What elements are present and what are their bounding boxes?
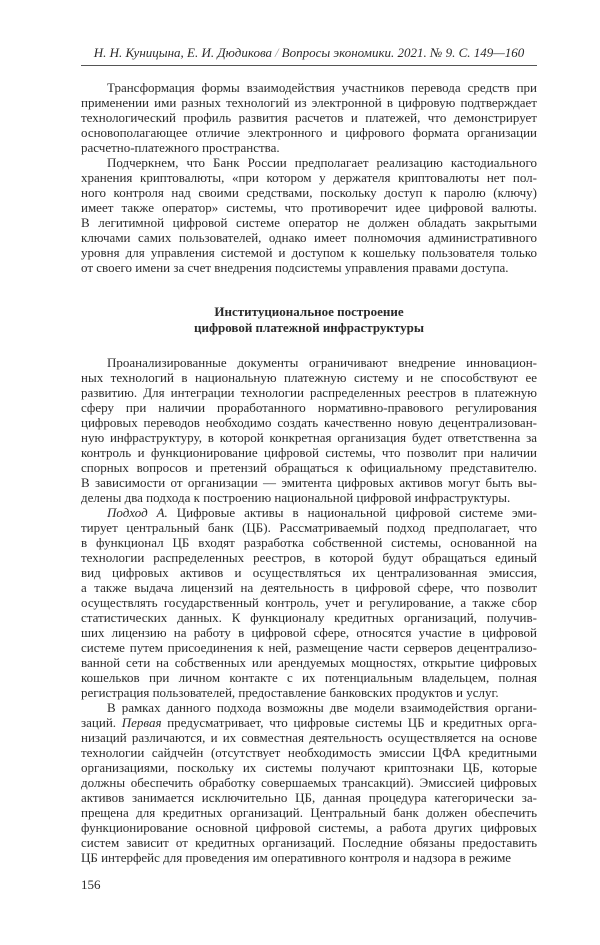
text-line bbox=[81, 230, 537, 245]
text-line bbox=[81, 80, 537, 95]
text-line bbox=[81, 595, 537, 610]
paragraph bbox=[81, 355, 537, 505]
text-line bbox=[81, 775, 537, 790]
text-segment: В легитимной цифровой системе оператор не должен обладать закрытыми bbox=[81, 215, 537, 230]
section-heading-line: Институциональное построение bbox=[214, 304, 404, 319]
text-segment: прещена для кредитных организаций. Центральный банк должен обеспечить bbox=[81, 805, 537, 820]
text-segment: делены два подхода к построению национальной цифровой инфраструктуры. bbox=[81, 490, 511, 505]
text-segment: функционирование основной цифровой системы, а работа других цифровых bbox=[81, 820, 537, 835]
text-segment: развитию. Для интеграции технологии распределенных реестров в платежную bbox=[81, 385, 537, 400]
text-segment: имеет также оператор» системы, что противоречит идее цифровой валюты. bbox=[81, 200, 537, 215]
text-line bbox=[81, 445, 537, 460]
text-line bbox=[81, 505, 537, 520]
text-line bbox=[81, 685, 537, 700]
text-line bbox=[81, 95, 537, 110]
paragraph bbox=[81, 700, 537, 865]
text-line bbox=[81, 460, 537, 475]
text-line bbox=[81, 565, 537, 580]
text-segment: ную инфраструктуру, в которой конкретная организация будет ответственна за bbox=[81, 430, 537, 445]
text-line bbox=[81, 640, 537, 655]
text-line bbox=[81, 820, 537, 835]
text-segment: контроль и функционирование цифровой системы, что позволит при наличии bbox=[81, 445, 537, 460]
text-segment: организациями, поскольку их системы получают криптознаки ЦБ, которые bbox=[81, 760, 537, 775]
text-line bbox=[81, 185, 537, 200]
text-line bbox=[81, 535, 537, 550]
text-line bbox=[81, 760, 537, 775]
header-authors: Н. Н. Куницына, Е. И. Дюдикова bbox=[93, 45, 273, 60]
text-segment: сферу при наличии проработанного нормативно-правового регулирования bbox=[81, 400, 537, 415]
text-line bbox=[81, 370, 537, 385]
text-segment: цифровых переводов необходимо создать качественно новую децентрализован- bbox=[81, 415, 537, 430]
text-line bbox=[81, 170, 537, 185]
text-segment: регистрация пользователей, предоставление банковских продуктов и услуг. bbox=[81, 685, 499, 700]
text-segment: технологии сайдчейн (отсутствует необходимость эмиссии ЦФА кредитными bbox=[81, 745, 537, 760]
text-line bbox=[81, 245, 537, 260]
paragraph bbox=[81, 505, 537, 700]
italic-term: Первая bbox=[121, 715, 162, 730]
text-segment: тирует центральный банк (ЦБ). Рассматриваемый подход предполагает, что bbox=[81, 520, 537, 535]
text-line bbox=[81, 670, 537, 685]
text-segment: систем зависит от кредитных организаций. Последние обязаны предоставить bbox=[81, 835, 537, 850]
text-line bbox=[81, 625, 537, 640]
text-segment: расчетно-платежного пространства. bbox=[81, 140, 280, 155]
running-header bbox=[81, 45, 537, 61]
page-number: 156 bbox=[81, 877, 101, 892]
body-text-bottom bbox=[81, 355, 537, 865]
text-segment: технологии распределенных реестров, в которой будут обращаться единый bbox=[81, 550, 537, 565]
text-segment: спорных вопросов и претензий обращаться к официальному представителю. bbox=[81, 460, 537, 475]
text-segment: вид цифровых активов и осуществляться их централизованная эмиссия, bbox=[81, 565, 537, 580]
text-line bbox=[81, 805, 537, 820]
section-heading-line: цифровой платежной инфраструктуры bbox=[194, 320, 424, 335]
text-line bbox=[81, 200, 537, 215]
text-line bbox=[81, 610, 537, 625]
text-segment: активов занимается исключительно ЦБ, данная процедура категорически за- bbox=[81, 790, 537, 805]
text-segment: ключами самих пользователей, однако имеет полномочия административного bbox=[81, 230, 537, 245]
text-segment: заций. bbox=[81, 715, 122, 730]
text-segment: технологический профиль развития расчетов и платежей, что демонстрирует bbox=[81, 110, 537, 125]
text-segment: хранения криптовалюты, «при котором у держателя криптовалюты нет пол- bbox=[81, 170, 537, 185]
text-line bbox=[81, 490, 537, 505]
text-segment: применении ими разных технологий из электронной в цифровую подтверждает bbox=[81, 95, 537, 110]
text-segment: ЦБ интерфейс для проведения им оперативного контроля и надзора в режиме bbox=[81, 850, 512, 865]
text-segment: системе путем присоединения к ней, размещение части серверов децентрализо- bbox=[81, 640, 537, 655]
text-line bbox=[81, 155, 537, 170]
text-line bbox=[81, 355, 537, 370]
text-segment: кошельков при личном контакте с их потенциальным владельцем, полная bbox=[81, 670, 537, 685]
text-segment: а также выдача лицензий на деятельность в цифровой сфере, что позволит bbox=[81, 580, 537, 595]
paragraph bbox=[81, 80, 537, 155]
text-line bbox=[81, 385, 537, 400]
text-line bbox=[81, 430, 537, 445]
text-line bbox=[81, 550, 537, 565]
paragraph bbox=[81, 155, 537, 275]
text-line bbox=[81, 700, 537, 715]
section-heading bbox=[81, 304, 537, 336]
text-line bbox=[81, 745, 537, 760]
text-segment: должны обеспечить обработку совершаемых трансакций). Эмиссией цифровых bbox=[81, 775, 537, 790]
text-segment: от своего имени за счет внедрения подсистемы управления правами доступа. bbox=[81, 260, 509, 275]
text-line bbox=[81, 730, 537, 745]
text-segment: В зависимости от организации — эмитента цифровых активов могут быть вы- bbox=[81, 475, 537, 490]
text-line bbox=[81, 125, 537, 140]
header-separator: / bbox=[275, 45, 279, 60]
text-line bbox=[81, 850, 537, 865]
text-segment: Трансформация формы взаимодействия участников перевода средств при bbox=[107, 80, 537, 95]
text-line bbox=[81, 415, 537, 430]
text-segment: предусматривает, что цифровые системы ЦБ и кредитных орга- bbox=[161, 715, 538, 730]
text-line bbox=[81, 520, 537, 535]
text-line bbox=[81, 790, 537, 805]
text-line bbox=[81, 475, 537, 490]
text-line bbox=[81, 140, 537, 155]
text-segment: в функционал ЦБ входят разработка собственной системы, основанной на bbox=[81, 535, 537, 550]
text-line bbox=[81, 400, 537, 415]
text-line bbox=[81, 715, 537, 730]
text-segment: статистических данных. К функционалу кредитных организаций, получив- bbox=[81, 610, 537, 625]
text-line bbox=[81, 110, 537, 125]
text-segment: Цифровые активы в национальной цифровой системе эми- bbox=[167, 505, 537, 520]
header-journal: Вопросы экономики. 2021. № 9. С. 149—160 bbox=[281, 45, 525, 60]
text-segment: ванной сети на собственных или арендуемых мощностях, открытие цифровых bbox=[81, 655, 537, 670]
text-line bbox=[81, 835, 537, 850]
text-segment: ного контроля над своими средствами, поскольку доступ к паролю (ключу) bbox=[81, 185, 537, 200]
text-segment: Проанализированные документы ограничивают внедрение инновацион- bbox=[107, 355, 537, 370]
text-segment: уровня для управления системой и доступом к кошельку пользователя только bbox=[81, 245, 537, 260]
body-text-top bbox=[81, 80, 537, 275]
text-segment: низаций различаются, и их совместная деятельность осуществляется на основе bbox=[81, 730, 537, 745]
text-line bbox=[81, 215, 537, 230]
italic-term: Подход А. bbox=[107, 505, 168, 520]
text-segment: ших лицензию на работу в цифровой сфере, относятся участие в цифровой bbox=[81, 625, 537, 640]
text-segment: Подчеркнем, что Банк России предполагает реализацию кастодиального bbox=[107, 155, 537, 170]
header-rule bbox=[81, 65, 537, 66]
text-segment: основополагающее отличие электронного и цифрового формата организации bbox=[81, 125, 537, 140]
text-line bbox=[81, 580, 537, 595]
text-line bbox=[81, 260, 537, 275]
text-segment: В рамках данного подхода возможны две модели взаимодействия органи- bbox=[107, 700, 537, 715]
text-line bbox=[81, 655, 537, 670]
text-segment: ных технологий в национальную платежную систему и не способствуют ее bbox=[81, 370, 537, 385]
text-segment: осуществлять государственный контроль, учет и регулирование, а также сбор bbox=[81, 595, 537, 610]
